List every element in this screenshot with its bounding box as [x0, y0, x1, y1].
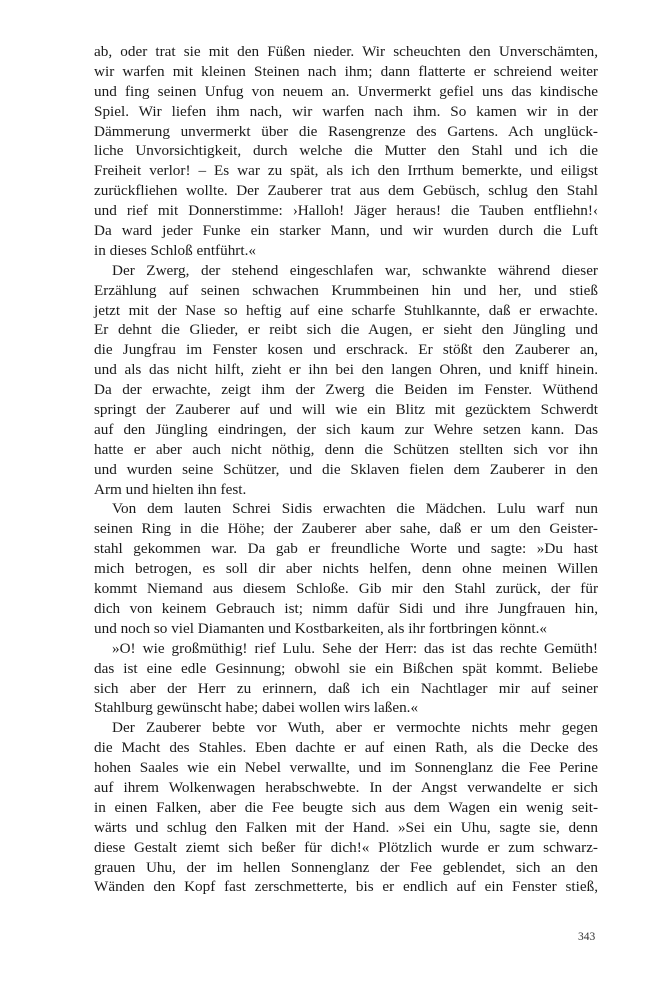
text-line: hohen Saales wie ein Nebel verwallte, und im Sonnenglanz die Fee Perine: [94, 759, 598, 777]
text-line: Dämmerung unvermerkt über die Rasengrenze des Gartens. Ach unglück-: [94, 122, 598, 140]
text-line: mich betrogen, es soll dir aber nichts helfen, denn ohne meinen Willen: [94, 560, 598, 578]
text-line: wir warfen mit kleinen Steinen nach ihm; dann flatterte er schreiend weiter: [94, 62, 598, 80]
text-line: Erzählung auf seinen schwachen Krummbeinen hin und her, und stieß: [94, 281, 598, 299]
text-line: liche Unvorsichtigkeit, durch welche die Mutter den Stahl und ich die: [94, 142, 598, 160]
text-line: zurückfliehen wollte. Der Zauberer trat aus dem Gebüsch, schlug den Stahl: [94, 182, 598, 200]
text-line: in einen Falken, aber die Fee beugte sich aus dem Wagen ein wenig seit-: [94, 798, 598, 816]
paragraph: [94, 499, 598, 638]
text-line: »O! wie großmüthig! rief Lulu. Sehe der Herr: das ist das rechte Gemüth!: [112, 639, 598, 657]
text-line: und noch so viel Diamanten und Kostbarkeiten, als ihr fortbringen könnt.«: [94, 619, 547, 637]
text-line: Von dem lauten Schrei Sidis erwachten die Mädchen. Lulu warf nun: [112, 500, 598, 518]
text-line: Da ward jeder Funke ein starker Mann, und wir wurden durch die Luft: [94, 222, 598, 240]
text-line: Stahlburg gewünscht habe; dabei wollen wirs laßen.«: [94, 699, 419, 717]
text-line: springt der Zauberer auf und will wie ein Blitz mit gezücktem Schwerdt: [94, 401, 598, 419]
text-line: dich von keinem Gebrauch ist; nimm dafür Sidi und ihre Jungfrauen hin,: [94, 599, 598, 617]
text-line: Freiheit verlor! – Es war zu spät, als ich den Irrthum bemerkte, und eiligst: [94, 162, 598, 180]
text-line: und fing seinen Unfug von neuem an. Unvermerkt gefiel uns das kindische: [94, 82, 598, 100]
page-number: 343: [578, 931, 596, 943]
text-line: sich aber der Herr zu erinnern, daß ich ein Nachtlager mir auf seiner: [94, 679, 598, 697]
paragraph: [94, 261, 598, 500]
text-line: seinen Ring in die Höhe; der Zauberer aber sahe, daß er um den Geister-: [94, 520, 598, 538]
text-line: auf ihrem Wolkenwagen herabschwebte. In der Angst verwandelte er sich: [94, 778, 598, 796]
text-line: Da der erwachte, zeigt ihm der Zwerg die Beiden im Fenster. Wüthend: [94, 381, 598, 399]
text-line: Spiel. Wir liefen ihm nach, wir warfen nach ihm. So kamen wir in der: [94, 102, 598, 120]
text-line: in dieses Schloß entführt.«: [94, 241, 256, 259]
text-line: und als das nicht hilft, zieht er ihn bei den langen Ohren, und kniff hinein.: [94, 361, 598, 379]
text-line: auf den Jüngling eindringen, der sich kaum zur Wehre setzen kann. Das: [94, 420, 598, 438]
text-line: die Macht des Stahles. Eben dachte er auf einen Rath, als die Decke des: [94, 739, 598, 757]
text-line: kommt Niemand aus diesem Schloße. Gib mir den Stahl zurück, der für: [94, 580, 598, 598]
text-line: diese Gestalt ziemt sich beßer für dich!« Plötzlich wurde er zum schwarz-: [94, 838, 598, 856]
text-line: Der Zwerg, der stehend eingeschlafen war, schwankte während dieser: [112, 261, 598, 279]
text-line: wärts und schlug den Falken mit der Hand. »Sei ein Uhu, sagte sie, denn: [94, 818, 598, 836]
text-line: grauen Uhu, der im hellen Sonnenglanz der Fee geblendet, sich an den: [94, 858, 598, 876]
paragraph: [94, 639, 598, 719]
text-line: Arm und hielten ihn fest.: [94, 480, 247, 498]
text-line: hatte er aber auch nicht nöthig, denn die Schützen stellten sich vor ihn: [94, 440, 598, 458]
text-line: und rief mit Donnerstimme: ›Halloh! Jäger heraus! die Tauben entfliehn!‹: [94, 202, 598, 220]
text-line: stahl gekommen war. Da gab er freundliche Worte und sagte: »Du hast: [94, 540, 598, 558]
paragraph: [94, 42, 598, 261]
text-line: Der Zauberer bebte vor Wuth, aber er vermochte nichts mehr gegen: [112, 719, 598, 737]
text-line: jetzt mit der Nase so heftig auf eine scharfe Stuhlkannte, daß er erwachte.: [94, 301, 598, 319]
text-line: Wänden den Kopf fast zerschmetterte, bis er endlich auf ein Fenster stieß,: [94, 878, 598, 896]
text-line: und wurden seine Schützer, und die Sklaven fielen dem Zauberer in den: [94, 460, 598, 478]
text-line: die Jungfrau im Fenster kosen und erschrack. Er stößt den Zauberer an,: [94, 341, 598, 359]
text-line: das ist eine edle Gesinnung; obwohl sie ein Bißchen spät kommt. Beliebe: [94, 659, 598, 677]
page-body: [94, 42, 598, 897]
text-line: ab, oder trat sie mit den Füßen nieder. Wir scheuchten den Unverschämten,: [94, 43, 598, 60]
text-line: Er dehnt die Glieder, er reibt sich die Augen, er sieht den Jüngling und: [94, 321, 598, 339]
paragraph: [94, 718, 598, 897]
